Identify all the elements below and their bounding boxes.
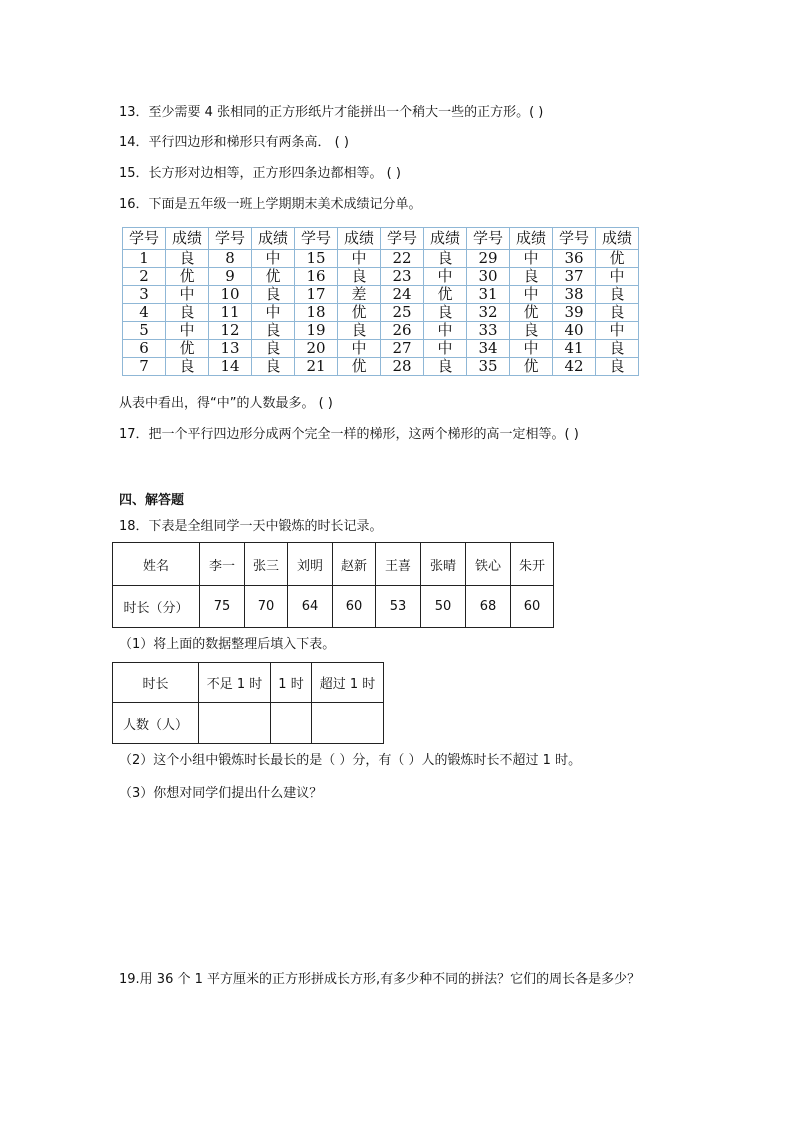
exercise-name-cell: 王喜 (376, 543, 421, 586)
grade-cell: 10 (209, 286, 252, 304)
exercise-time-cell: 64 (288, 586, 333, 628)
grade-cell: 中 (424, 340, 467, 358)
grade-header-cell: 成绩 (596, 228, 639, 250)
grade-cell: 良 (252, 322, 295, 340)
exercise-time-cell: 时长（分） (113, 586, 200, 628)
grade-cell: 良 (166, 304, 209, 322)
exercise-name-cell: 张晴 (421, 543, 466, 586)
grade-cell: 21 (295, 358, 338, 376)
question-15: 15．长方形对边相等，正方形四条边都相等。 ( ) (119, 166, 401, 181)
grade-cell: 优 (510, 358, 553, 376)
question-16-statement: 从表中看出，得“中”的人数最多。 ( ) (119, 396, 333, 411)
grade-cell: 2 (123, 268, 166, 286)
grade-cell: 良 (338, 268, 381, 286)
grade-cell: 27 (381, 340, 424, 358)
grade-header-cell: 学号 (553, 228, 596, 250)
grade-cell: 良 (510, 268, 553, 286)
grade-cell: 23 (381, 268, 424, 286)
grade-cell: 38 (553, 286, 596, 304)
grade-cell: 6 (123, 340, 166, 358)
grade-cell: 良 (596, 304, 639, 322)
grade-header-cell: 成绩 (510, 228, 553, 250)
grade-cell: 良 (166, 358, 209, 376)
question-18: 18．下表是全组同学一天中锻炼的时长记录。 (119, 519, 383, 534)
grade-cell: 35 (467, 358, 510, 376)
grade-cell: 中 (166, 322, 209, 340)
grade-cell: 中 (424, 322, 467, 340)
exercise-times-row (113, 586, 554, 628)
grade-table-row (123, 286, 639, 304)
grade-cell: 11 (209, 304, 252, 322)
fill-answer-cell (271, 703, 312, 744)
grade-cell: 优 (424, 286, 467, 304)
grade-table-row (123, 358, 639, 376)
grade-cell: 中 (510, 286, 553, 304)
grade-cell: 9 (209, 268, 252, 286)
grade-table (122, 227, 639, 376)
grade-cell: 良 (424, 358, 467, 376)
grade-cell: 良 (424, 250, 467, 268)
question-18-part-3: （3）你想对同学们提出什么建议？ (119, 786, 323, 801)
grade-cell: 31 (467, 286, 510, 304)
exercise-table (112, 542, 554, 628)
grade-cell: 32 (467, 304, 510, 322)
grade-cell: 13 (209, 340, 252, 358)
grade-cell: 优 (338, 358, 381, 376)
grade-cell: 40 (553, 322, 596, 340)
question-16: 16．下面是五年级一班上学期期末美术成绩记分单。 (119, 197, 422, 212)
fill-header-cell: 时长 (113, 663, 199, 703)
grade-cell: 优 (338, 304, 381, 322)
grade-cell: 17 (295, 286, 338, 304)
grade-cell: 29 (467, 250, 510, 268)
fill-table-header-row (113, 663, 384, 703)
grade-cell: 26 (381, 322, 424, 340)
grade-cell: 22 (381, 250, 424, 268)
grade-cell: 5 (123, 322, 166, 340)
grade-cell: 优 (166, 268, 209, 286)
grade-header-cell: 成绩 (424, 228, 467, 250)
grade-cell: 25 (381, 304, 424, 322)
grade-header-cell: 学号 (467, 228, 510, 250)
grade-cell: 良 (166, 250, 209, 268)
grade-cell: 14 (209, 358, 252, 376)
grade-cell: 28 (381, 358, 424, 376)
question-18-part-2: （2）这个小组中锻炼时长最长的是（ ）分，有（ ）人的锻炼时长不超过 1 时。 (119, 753, 582, 768)
question-17: 17．把一个平行四边形分成两个完全一样的梯形，这两个梯形的高一定相等。( ) (119, 427, 579, 442)
grade-cell: 优 (166, 340, 209, 358)
exercise-name-cell: 赵新 (333, 543, 376, 586)
fill-answer-cell (199, 703, 271, 744)
grade-cell: 37 (553, 268, 596, 286)
grade-cell: 中 (338, 340, 381, 358)
grade-cell: 中 (338, 250, 381, 268)
grade-header-cell: 成绩 (338, 228, 381, 250)
question-14: 14．平行四边形和梯形只有两条高． ( ) (119, 135, 349, 150)
grade-cell: 良 (596, 340, 639, 358)
grade-cell: 8 (209, 250, 252, 268)
fill-answer-cell (312, 703, 384, 744)
grade-cell: 良 (510, 322, 553, 340)
grade-cell: 24 (381, 286, 424, 304)
grade-cell: 34 (467, 340, 510, 358)
grade-cell: 19 (295, 322, 338, 340)
grade-cell: 良 (252, 286, 295, 304)
question-18-part-1: （1）将上面的数据整理后填入下表。 (119, 637, 336, 652)
grade-header-cell: 学号 (295, 228, 338, 250)
exercise-time-cell: 70 (245, 586, 288, 628)
exercise-name-cell: 铁心 (466, 543, 511, 586)
exercise-time-cell: 53 (376, 586, 421, 628)
grade-header-cell: 学号 (381, 228, 424, 250)
grade-cell: 良 (252, 340, 295, 358)
grade-header-cell: 学号 (123, 228, 166, 250)
grade-table-row (123, 340, 639, 358)
exercise-time-cell: 75 (200, 586, 245, 628)
fill-header-cell: 超过 1 时 (312, 663, 384, 703)
grade-cell: 中 (424, 268, 467, 286)
grade-cell: 中 (596, 268, 639, 286)
exercise-name-cell: 李一 (200, 543, 245, 586)
grade-cell: 39 (553, 304, 596, 322)
grade-table-row (123, 250, 639, 268)
grade-cell: 优 (252, 268, 295, 286)
grade-table-header-row (123, 228, 639, 250)
grade-cell: 1 (123, 250, 166, 268)
grade-table-row (123, 322, 639, 340)
grade-cell: 3 (123, 286, 166, 304)
grade-cell: 优 (510, 304, 553, 322)
grade-cell: 中 (252, 250, 295, 268)
grade-cell: 12 (209, 322, 252, 340)
exercise-time-cell: 50 (421, 586, 466, 628)
grade-header-cell: 成绩 (166, 228, 209, 250)
grade-header-cell: 学号 (209, 228, 252, 250)
exercise-time-cell: 60 (333, 586, 376, 628)
grade-cell: 良 (338, 322, 381, 340)
question-19: 19.用 36 个 1 平方厘米的正方形拼成长方形,有多少种不同的拼法？它们的周长各是多少？ (119, 972, 641, 987)
fill-header-cell: 不足 1 时 (199, 663, 271, 703)
grade-cell: 中 (596, 322, 639, 340)
exercise-name-cell: 刘明 (288, 543, 333, 586)
exercise-name-cell: 张三 (245, 543, 288, 586)
grade-cell: 良 (596, 358, 639, 376)
grade-cell: 良 (596, 286, 639, 304)
exercise-time-cell: 60 (511, 586, 554, 628)
grade-cell: 42 (553, 358, 596, 376)
grade-table-row (123, 304, 639, 322)
fill-header-cell: 1 时 (271, 663, 312, 703)
grade-cell: 20 (295, 340, 338, 358)
grade-table-row (123, 268, 639, 286)
fill-table-answer-row (113, 703, 384, 744)
grade-cell: 优 (596, 250, 639, 268)
grade-cell: 中 (510, 250, 553, 268)
grade-cell: 30 (467, 268, 510, 286)
grade-cell: 中 (166, 286, 209, 304)
grade-cell: 4 (123, 304, 166, 322)
section-title: 四、解答题 (119, 493, 185, 508)
grade-cell: 良 (252, 358, 295, 376)
fill-in-table (112, 662, 384, 744)
grade-cell: 中 (510, 340, 553, 358)
grade-cell: 16 (295, 268, 338, 286)
grade-cell: 18 (295, 304, 338, 322)
grade-cell: 33 (467, 322, 510, 340)
exercise-name-cell: 姓名 (113, 543, 200, 586)
grade-cell: 36 (553, 250, 596, 268)
fill-row-label: 人数（人） (113, 703, 199, 744)
grade-cell: 差 (338, 286, 381, 304)
grade-header-cell: 成绩 (252, 228, 295, 250)
exercise-names-row (113, 543, 554, 586)
grade-cell: 15 (295, 250, 338, 268)
exercise-name-cell: 朱开 (511, 543, 554, 586)
grade-cell: 良 (424, 304, 467, 322)
question-13: 13．至少需要 4 张相同的正方形纸片才能拼出一个稍大一些的正方形。( ) (119, 105, 544, 120)
grade-cell: 中 (252, 304, 295, 322)
exercise-time-cell: 68 (466, 586, 511, 628)
grade-cell: 7 (123, 358, 166, 376)
grade-cell: 41 (553, 340, 596, 358)
